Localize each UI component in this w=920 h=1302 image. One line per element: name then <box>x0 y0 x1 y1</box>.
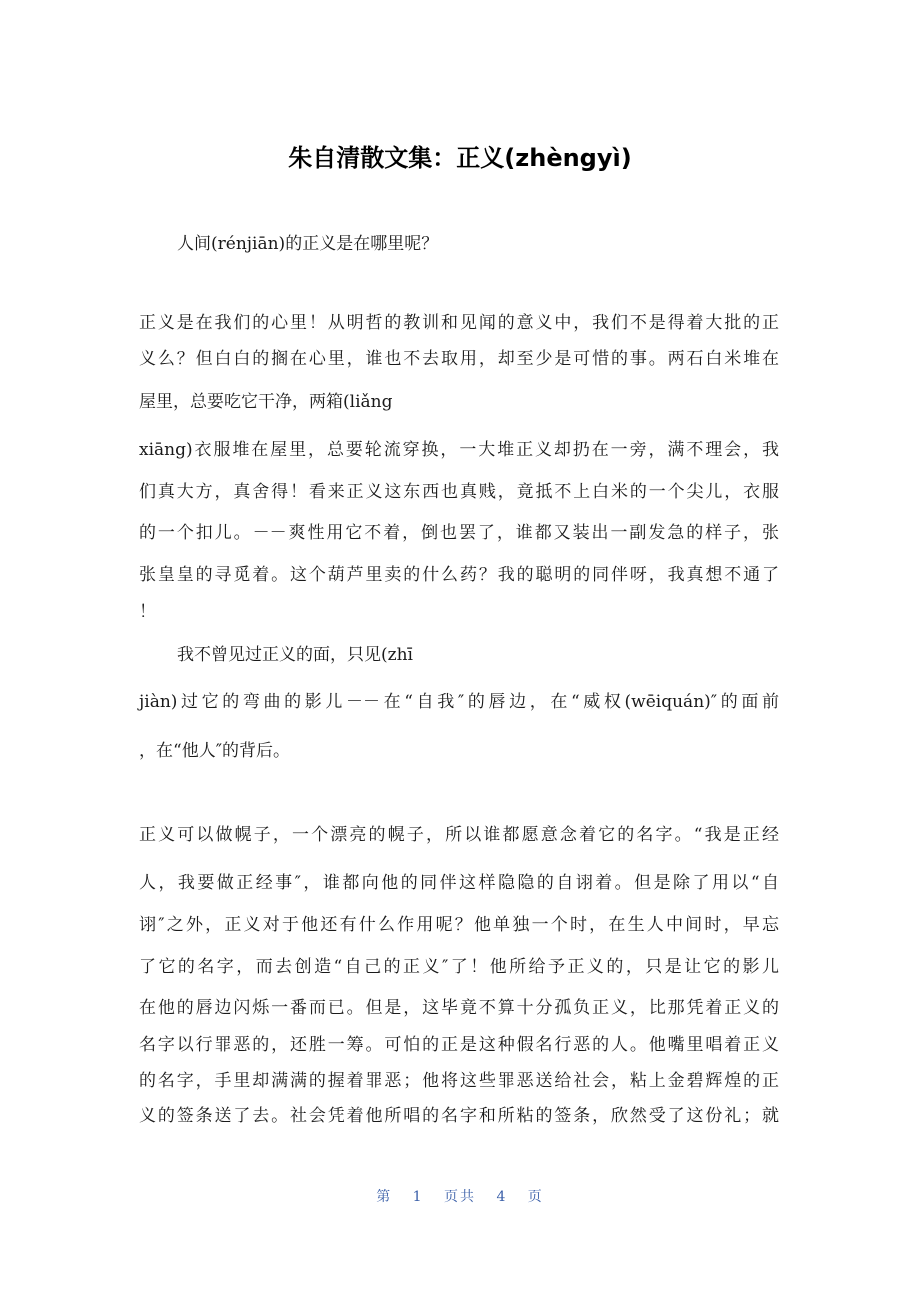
paragraph-line: xiāng)衣服堆在屋里，总要轮流穿换，一大堆正义却扔在一旁，满不理会，我 <box>139 440 779 460</box>
paragraph-line: 正义可以做幌子，一个漂亮的幌子，所以谁都愿意念着它的名字。“我是正经 <box>139 825 779 845</box>
paragraph-line: ！ <box>139 602 156 622</box>
paragraph-line: 正义是在我们的心里！从明哲的教训和见闻的意义中，我们不是得着大批的正 <box>139 313 779 333</box>
paragraph-line: 张皇皇的寻觅着。这个葫芦里卖的什么药？我的聪明的同伴呀，我真想不通了 <box>139 565 779 585</box>
paragraph-line: 诩″之外，正义对于他还有什么作用呢？他单独一个时，在生人中间时，早忘 <box>139 915 779 935</box>
paragraph-line: 了它的名字，而去创造“自己的正义″了！他所给予正义的，只是让它的影儿 <box>139 957 779 977</box>
paragraph-line: 人，我要做正经事″，谁都向他的同伴这样隐隐的自诩着。但是除了用以“自 <box>139 873 779 893</box>
page-number-footer: 第 1 页共 4 页 <box>376 1189 544 1205</box>
paragraph-line: 义么？但白白的搁在心里，谁也不去取用，却至少是可惜的事。两石白米堆在 <box>139 349 779 369</box>
paragraph-line: 们真大方，真舍得！看来正义这东西也真贱，竟抵不上白米的一个尖儿，衣服 <box>139 482 779 502</box>
paragraph-line: 的一个扣儿。－－爽性用它不着，倒也罢了，谁都又装出一副发急的样子，张 <box>139 523 779 543</box>
paragraph-line: ，在“他人″的背后。 <box>139 741 291 761</box>
paragraph-line: 义的签条送了去。社会凭着他所唱的名字和所粘的签条，欣然受了这份礼；就 <box>139 1106 779 1126</box>
paragraph-line: jiàn)过它的弯曲的影儿－－在“自我″的唇边，在“威权(wēiquán)″的面前 <box>139 692 779 712</box>
paragraph-line: 我不曾见过正义的面，只见(zhī <box>177 645 413 665</box>
paragraph-line: 名字以行罪恶的，还胜一筹。可怕的正是这种假名行恶的人。他嘴里唱着正义 <box>139 1035 779 1055</box>
paragraph-line: 屋里，总要吃它干净，两箱(liǎng <box>139 392 393 412</box>
paragraph-line: 在他的唇边闪烁一番而已。但是，这毕竟不算十分孤负正义，比那凭着正义的 <box>139 998 779 1018</box>
page-title: 朱自清散文集：正义(zhèngyì) <box>288 144 632 172</box>
paragraph-line: 的名字，手里却满满的握着罪恶；他将这些罪恶送给社会，粘上金碧辉煌的正 <box>139 1071 779 1091</box>
paragraph-line: 人间(rénjiān)的正义是在哪里呢？ <box>177 234 439 254</box>
